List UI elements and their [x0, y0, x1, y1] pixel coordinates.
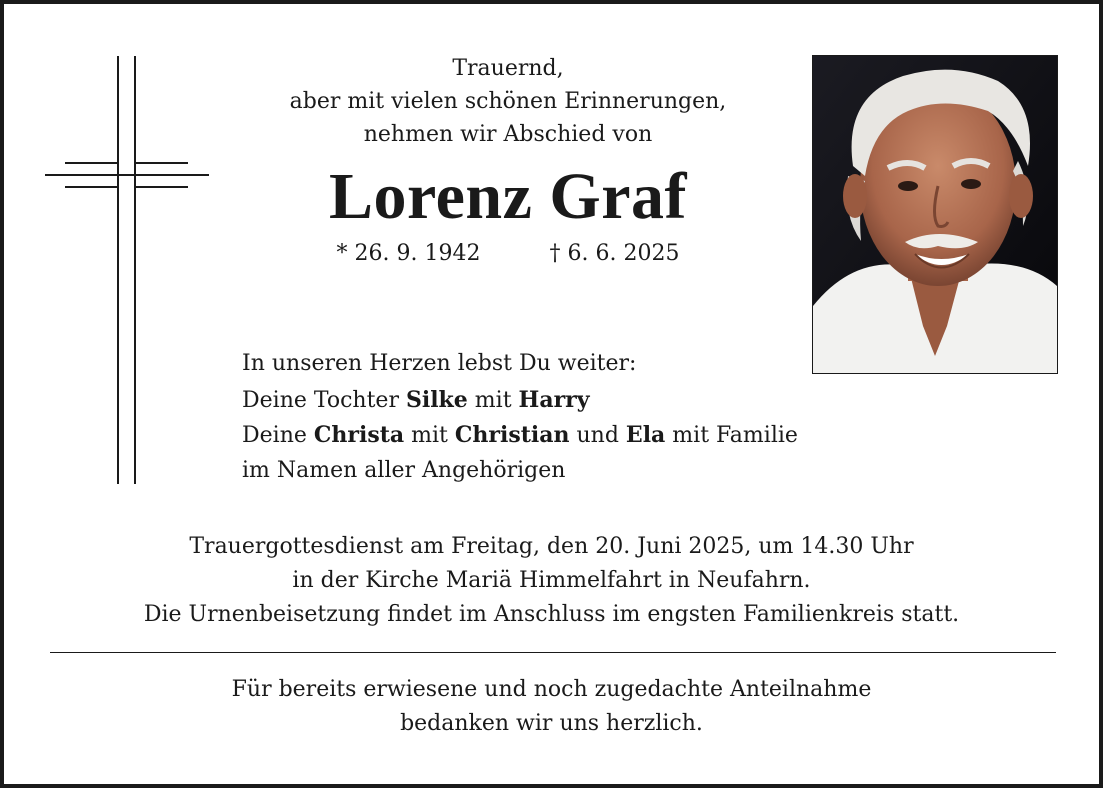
- death-date: † 6. 6. 2025: [549, 241, 680, 266]
- text-segment: mit: [467, 388, 519, 413]
- name-harry: Harry: [518, 387, 590, 413]
- survivors-line-3: im Namen aller Angehörigen: [242, 458, 566, 483]
- text-segment: mit Familie: [665, 423, 798, 448]
- name-silke: Silke: [405, 387, 468, 413]
- deceased-name: Lorenz Graf: [328, 160, 688, 233]
- name-christa: Christa: [313, 422, 405, 448]
- text-segment: Deine: [242, 423, 314, 448]
- service-line-3: Die Urnenbeisetzung findet im Anschluss im engsten Familienkreis statt.: [143, 602, 960, 627]
- name-christian: Christian: [454, 422, 570, 448]
- service-line-2: in der Kirche Mariä Himmelfahrt in Neufahrn.: [292, 568, 811, 593]
- survivors-line-2: [242, 418, 942, 453]
- text-segment: mit: [404, 423, 455, 448]
- service-line-1: Trauergottesdienst am Freitag, den 20. Juni 2025, um 14.30 Uhr: [189, 534, 914, 559]
- thanks-line-1: Für bereits erwiesene und noch zugedachte Anteilnahme: [231, 677, 872, 702]
- portrait-photo: [812, 55, 1058, 374]
- header-block: [238, 52, 778, 269]
- life-dates: [238, 239, 778, 269]
- intro-line-2: aber mit vielen schönen Erinnerungen,: [289, 89, 727, 114]
- survivors-block: [242, 346, 942, 488]
- intro-line-3: nehmen wir Abschied von: [363, 122, 653, 147]
- service-info: [20, 530, 1083, 632]
- survivors-line-1: [242, 383, 942, 418]
- survivors-heading: In unseren Herzen lebst Du weiter:: [242, 351, 637, 376]
- text-segment: und: [569, 423, 626, 448]
- text-segment: Deine Tochter: [242, 388, 406, 413]
- intro-line-1: Trauernd,: [452, 56, 564, 81]
- thanks-line-2: bedanken wir uns herzlich.: [400, 711, 703, 736]
- cross-icon: [45, 56, 209, 484]
- birth-date: * 26. 9. 1942: [336, 241, 481, 266]
- name-ela: Ela: [625, 422, 666, 448]
- divider-line: [50, 652, 1056, 653]
- thanks-block: [20, 673, 1083, 741]
